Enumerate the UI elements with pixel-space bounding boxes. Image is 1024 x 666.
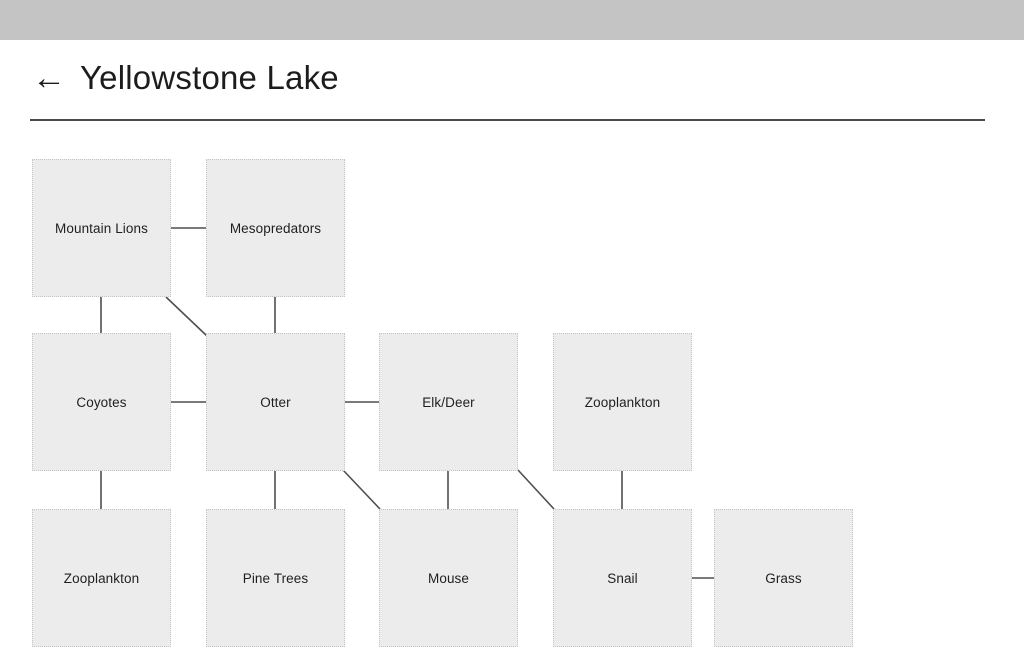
node-label-zooplankton-lower: Zooplankton [63,570,140,586]
node-label-otter: Otter [260,394,291,410]
node-label-zooplankton-upper: Zooplankton [584,394,661,410]
node-snail[interactable] [553,509,692,647]
node-otter[interactable] [206,333,345,471]
back-arrow-icon[interactable]: ← [32,59,66,97]
node-mouse[interactable] [379,509,518,647]
node-zooplankton-upper[interactable] [553,333,692,471]
node-label-grass: Grass [765,570,802,586]
node-label-snail: Snail [607,570,638,586]
edge-mountain-lions-otter [166,297,207,336]
node-elk-deer[interactable] [379,333,518,471]
edge-otter-mouse [343,470,380,509]
node-pine-trees[interactable] [206,509,345,647]
node-label-mountain-lions: Mountain Lions [55,220,148,236]
page-title: Yellowstone Lake [80,59,339,96]
node-mountain-lions[interactable] [32,159,171,297]
node-zooplankton-lower[interactable] [32,509,171,647]
node-label-elk-deer: Elk/Deer [422,394,475,410]
node-label-mesopredators: Mesopredators [229,220,322,236]
node-mesopredators[interactable] [206,159,345,297]
node-coyotes[interactable] [32,333,171,471]
node-label-mouse: Mouse [427,570,470,586]
node-label-pine-trees: Pine Trees [242,570,309,586]
node-label-coyotes: Coyotes [76,394,127,410]
node-grass[interactable] [714,509,853,647]
edge-elk-deer-snail [518,470,554,509]
